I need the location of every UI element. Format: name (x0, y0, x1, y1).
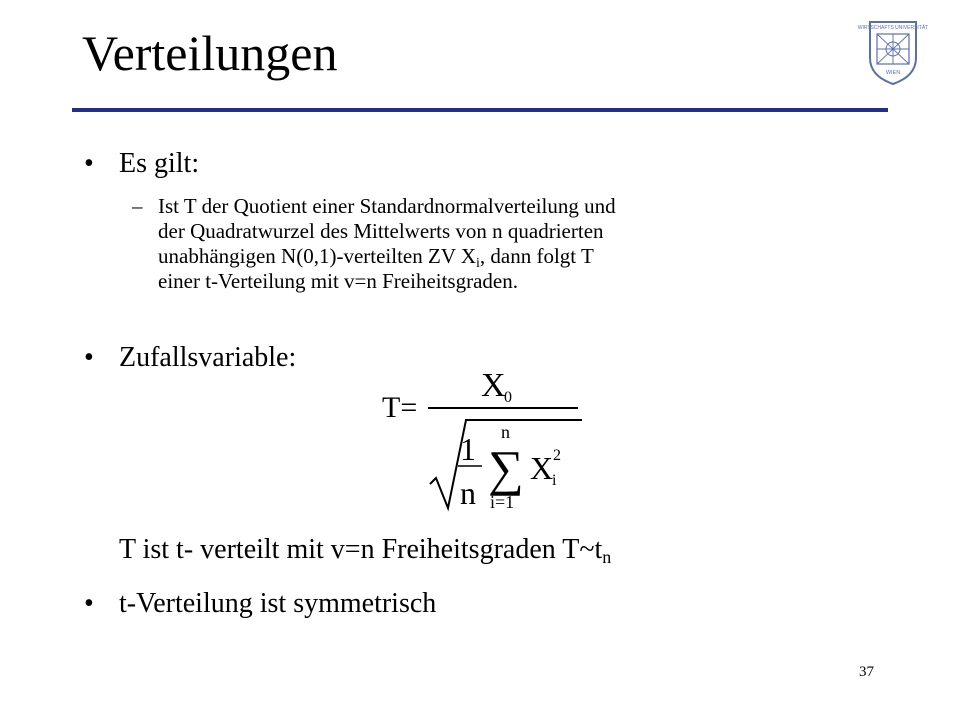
bullet-text: t-Verteilung ist symmetrisch (119, 588, 437, 619)
bullet-text: Es gilt: (119, 148, 200, 179)
sum-sign: ∑ (488, 440, 524, 496)
logo-text-top: WIRTSCHAFTS UNIVERSITÄT (857, 25, 929, 31)
bullet-marker: • (84, 588, 94, 619)
subbullet-line-4: einer t-Verteilung mit v=n Freiheitsgraden. (158, 269, 518, 293)
sum-lower-limit: i=1 (490, 492, 515, 512)
university-seal-icon (857, 18, 929, 86)
inner-fraction-den: n (460, 475, 476, 511)
bullet-marker: • (84, 342, 94, 373)
subbullet-line-3-post: , dann folgt T (479, 244, 594, 268)
t-formula (378, 362, 588, 522)
title-underline (72, 108, 888, 112)
conclusion-line (119, 534, 611, 566)
subbullet-line-2: der Quadratwurzel des Mittelwerts von n quadrierten (158, 219, 604, 243)
subbullet-line-3-sub: i (476, 256, 480, 271)
subbullet-line-1: Ist T der Quotient einer Standardnormalverteilung und (158, 194, 616, 218)
subbullet-marker: – (132, 194, 143, 218)
formula-lhs: T= (382, 391, 418, 424)
slide-title: Verteilungen (82, 25, 338, 81)
formula-numerator-var: X (481, 367, 506, 404)
conclusion-sub: n (602, 547, 612, 567)
summand-var: X (530, 450, 554, 486)
logo-text-bottom: WIEN (885, 70, 901, 76)
bullet-text: Zufallsvariable: (119, 342, 297, 373)
subbullet-line-3-pre: unabhängigen N(0,1)-verteilten ZV X (158, 244, 477, 268)
sum-upper-limit: n (501, 422, 510, 442)
subbullet-line-3 (158, 244, 616, 269)
conclusion-text: T ist t- verteilt mit v=n Freiheitsgraden T~t (119, 534, 603, 565)
inner-fraction-num: 1 (460, 431, 476, 467)
summand-sup: 2 (553, 447, 561, 464)
formula-numerator-sub: 0 (504, 389, 512, 406)
summand-sub: i (552, 472, 557, 489)
bullet-marker: • (84, 148, 94, 179)
page-number: 37 (859, 664, 874, 680)
